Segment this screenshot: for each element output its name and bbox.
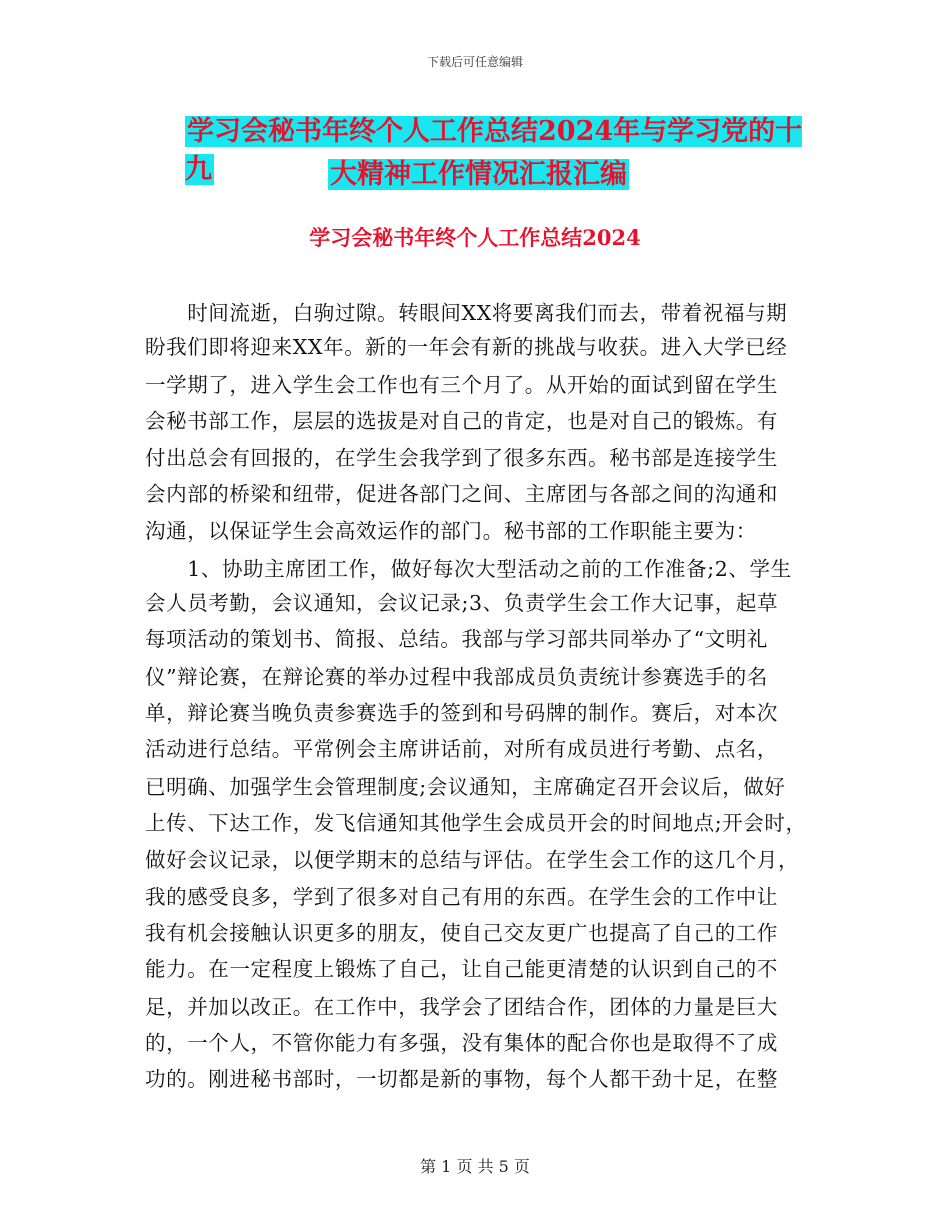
body-line: 功的。刚进秘书部时，一切都是新的事物，每个人都干劲十足，在整 xyxy=(145,1067,778,1091)
header-note: 下载后可任意编辑 xyxy=(426,55,523,69)
page-footer: 第 1 页 共 5 页 xyxy=(420,1157,530,1176)
body-line: 单，辩论赛当晚负责参赛选手的签到和号码牌的制作。赛后，对本次 xyxy=(145,701,778,725)
body-line: 付出总会有回报的，在学生会我学到了很多东西。秘书部是连接学生 xyxy=(145,446,778,470)
body-line: 活动进行总结。平常例会主席讲话前，对所有成员进行考勤、点名， xyxy=(145,737,778,761)
body-line: 我的感受良多，学到了很多对自己有用的东西。在学生会的工作中让 xyxy=(145,885,778,909)
body-line: 一学期了，进入学生会工作也有三个月了。从开始的面试到留在学生 xyxy=(145,373,778,397)
body-line: 上传、下达工作，发飞信通知其他学生会成员开会的时间地点;开会时， xyxy=(145,811,807,835)
body-line: 能力。在一定程度上锻炼了自己，让自己能更清楚的认识到自己的不 xyxy=(145,957,778,981)
body-line: 已明确、加强学生会管理制度;会议通知，主席确定召开会议后，做好 xyxy=(145,775,786,799)
main-title-line-2 xyxy=(328,156,648,194)
sub-title: 学习会秘书年终个人工作总结2024 xyxy=(309,225,641,250)
body-line: 足，并加以改正。在工作中，我学会了团结合作，团体的力量是巨大 xyxy=(145,995,778,1019)
body-line: 会人员考勤，会议通知，会议记录;3、负责学生会工作大记事，起草 xyxy=(145,591,779,615)
body-line: 盼我们即将迎来XX年。新的一年会有新的挑战与收获。进入大学已经 xyxy=(145,335,788,359)
body-line: 每项活动的策划书、简报、总结。我部与学习部共同举办了“文明礼 xyxy=(145,627,768,651)
main-title-line-1-text: 学习会秘书年终个人工作总结2024年与学习党的十九 xyxy=(185,116,803,185)
body-line: 会秘书部工作，层层的选拔是对自己的肯定，也是对自己的锻炼。有 xyxy=(145,409,778,433)
body-line: 的，一个人，不管你能力有多强，没有集体的配合你也是取得不了成 xyxy=(145,1031,778,1055)
body-line: 做好会议记录，以便学期末的总结与评估。在学生会工作的这几个月， xyxy=(145,848,800,872)
body-line: 时间流逝，白驹过隙。转眼间XX将要离我们而去，带着祝福与期 xyxy=(145,301,788,325)
body-line: 1、协助主席团工作，做好每次大型活动之前的工作准备;2、学生 xyxy=(145,557,792,581)
body-line: 仪”辩论赛，在辩论赛的举办过程中我部成员负责统计参赛选手的名 xyxy=(145,665,768,689)
main-title-line-2-text: 大精神工作情况汇报汇编 xyxy=(330,159,627,190)
body-line: 会内部的桥梁和纽带，促进各部门之间、主席团与各部之间的沟通和 xyxy=(145,482,778,506)
body-line: 沟通，以保证学生会高效运作的部门。秘书部的工作职能主要为： xyxy=(145,519,757,543)
body-line: 我有机会接触认识更多的朋友，使自己交友更广也提高了自己的工作 xyxy=(145,921,778,945)
